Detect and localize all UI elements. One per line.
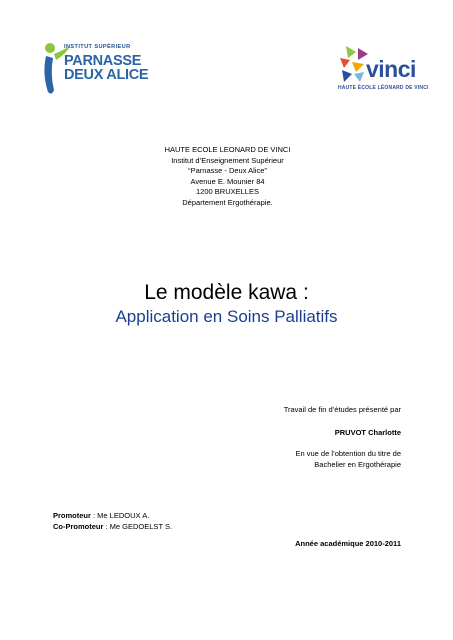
presented-by-text: Travail de fin d’études présenté par [283,405,401,414]
promoteur-value: : Me LEDOUX A. [90,511,150,520]
document-title [40,280,413,328]
logo-line-parnasse: PARNASSE [64,52,142,69]
copromoteur-line [53,522,172,533]
promoteur-line [53,511,172,522]
institution-line: “Parnasse - Deux Alice” [188,166,267,176]
parnasse-deux-alice-logo [40,40,160,96]
vinci-logo-mark [336,44,370,84]
copromoteur-value: : Me GEDOELST S. [103,521,173,531]
promoteur-label: Promoteur [53,511,91,520]
vinci-subtitle: HAUTE ÉCOLE LÉONARD DE VINCI [338,85,429,91]
supervisors-block [53,511,172,532]
author-name: PRUVOT Charlotte [334,428,401,437]
title-main: Le modèle kawa : [144,281,309,304]
logo-line-deux-alice: DEUX ALICE [64,67,149,84]
title-subtitle: Application en Soins Palliatifs [115,307,338,326]
institution-line: Département Ergothérapie. [182,197,273,207]
institution-line: Avenue E. Mounier 84 [190,176,265,186]
degree-line: Bachelier en Ergothérapie [314,459,401,469]
institution-line: 1200 BRUXELLES [196,187,259,197]
institution-address-block [100,145,355,209]
institution-line: HAUTE ECOLE LEONARD DE VINCI [164,145,291,154]
vinci-wordmark: vinci [366,56,416,82]
vinci-logo [336,44,432,100]
degree-info [296,449,402,470]
degree-line: En vue de l’obtention du titre de [295,449,401,458]
logo-line-institut: INSTITUT SUPÉRIEUR [64,44,131,50]
academic-year: Année académique 2010-2011 [295,539,401,548]
copromoteur-label: Co-Promoteur [53,521,104,531]
institution-line: Institut d’Enseignement Supérieur [171,155,284,165]
